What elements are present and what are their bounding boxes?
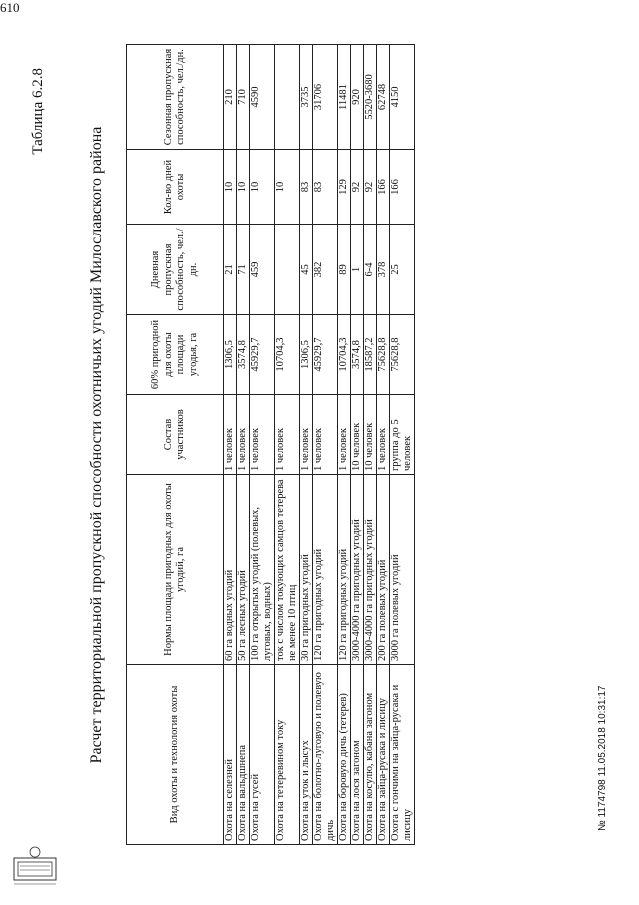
table-row bbox=[390, 45, 415, 845]
cell-participants: 1 человек bbox=[313, 395, 338, 475]
table-row bbox=[313, 45, 338, 845]
cell-daily-capacity: 378 bbox=[377, 225, 390, 315]
table-row bbox=[237, 45, 250, 845]
column-header-suitable-area: 60% пригодной для охоты площади угодья, га bbox=[127, 315, 224, 395]
cell-hunt-type: Охота на гусей bbox=[250, 665, 275, 845]
cell-suitable-area: 1306,5 bbox=[300, 315, 313, 395]
cell-hunt-type: Охота на болотно-луговую и полевую дичь bbox=[313, 665, 338, 845]
table-number: Таблица 6.2.8 bbox=[30, 68, 46, 155]
cell-suitable-area: 75628,8 bbox=[390, 315, 415, 395]
cell-participants: 1 человек bbox=[250, 395, 275, 475]
cell-hunt-type: Охота на уток и лысух bbox=[300, 665, 313, 845]
cell-daily-capacity: 25 bbox=[390, 225, 415, 315]
cell-area-norm: 100 га открытых угодий (полевых, луговых, водных) bbox=[250, 475, 275, 665]
header-row bbox=[127, 45, 224, 845]
cell-seasonal-capacity: 710 bbox=[237, 45, 250, 150]
document-title: Расчет территориальной пропускной способности охотничьих угодий Милославского района bbox=[88, 126, 105, 764]
table-row bbox=[300, 45, 313, 845]
cell-hunt-type: Охота на тетеревином току bbox=[275, 665, 300, 845]
cell-participants: группа до 5 человек bbox=[390, 395, 415, 475]
document-footer-number: № 1174798 11.05.2018 10:31:17 bbox=[597, 685, 608, 831]
cell-area-norm: 3000 га полевых угодий bbox=[390, 475, 415, 665]
column-header-hunt-type: Вид охоты и технология охоты bbox=[127, 665, 224, 845]
cell-suitable-area: 45929,7 bbox=[313, 315, 338, 395]
cell-seasonal-capacity: 11481 bbox=[338, 45, 351, 150]
cell-hunt-days: 92 bbox=[351, 150, 364, 225]
column-header-seasonal-capacity: Сезонная пропускная способность, чел./дн. bbox=[127, 45, 224, 150]
cell-suitable-area: 75628,8 bbox=[377, 315, 390, 395]
cell-hunt-days: 166 bbox=[377, 150, 390, 225]
cell-daily-capacity: 45 bbox=[300, 225, 313, 315]
cell-suitable-area: 1306,5 bbox=[224, 315, 237, 395]
cell-participants: 10 человек bbox=[364, 395, 377, 475]
cell-daily-capacity: 382 bbox=[313, 225, 338, 315]
cell-area-norm: 120 га пригодных угодий bbox=[338, 475, 351, 665]
cell-seasonal-capacity: 920 bbox=[351, 45, 364, 150]
column-header-hunt-days: Кол-во дней охоты bbox=[127, 150, 224, 225]
cell-hunt-type: Охота на вальдшнепа bbox=[237, 665, 250, 845]
cell-area-norm: 30 га пригодных угодий bbox=[300, 475, 313, 665]
cell-seasonal-capacity: 31706 bbox=[313, 45, 338, 150]
cell-daily-capacity: 71 bbox=[237, 225, 250, 315]
cell-participants: 1 человек bbox=[338, 395, 351, 475]
cell-hunt-type: Охота на косулю, кабана загоном bbox=[364, 665, 377, 845]
cell-area-norm: 3000-4000 га пригодных угодий bbox=[364, 475, 377, 665]
cell-hunt-days: 129 bbox=[338, 150, 351, 225]
cell-area-norm: 3000-4000 га пригодных угодий bbox=[351, 475, 364, 665]
table-row bbox=[224, 45, 237, 845]
cell-daily-capacity: 1 bbox=[351, 225, 364, 315]
cell-seasonal-capacity bbox=[275, 45, 300, 150]
cell-seasonal-capacity: 4150 bbox=[390, 45, 415, 150]
cell-hunt-type: Охота на лося загоном bbox=[351, 665, 364, 845]
cell-participants: 1 человек bbox=[237, 395, 250, 475]
cell-hunt-type: Охота на селезней bbox=[224, 665, 237, 845]
cell-participants: 1 человек bbox=[377, 395, 390, 475]
cell-seasonal-capacity: 4590 bbox=[250, 45, 275, 150]
cell-hunt-type: Охота на боровую дичь (тетерев) bbox=[338, 665, 351, 845]
cell-daily-capacity bbox=[275, 225, 300, 315]
cell-hunt-days: 166 bbox=[390, 150, 415, 225]
cell-area-norm: 50 га лесных угодий bbox=[237, 475, 250, 665]
table-row bbox=[364, 45, 377, 845]
cell-suitable-area: 3574,8 bbox=[351, 315, 364, 395]
cell-seasonal-capacity: 5520-3680 bbox=[364, 45, 377, 150]
page-number: 610 bbox=[0, 0, 20, 15]
cell-hunt-days: 10 bbox=[224, 150, 237, 225]
cell-suitable-area: 18587,2 bbox=[364, 315, 377, 395]
cell-daily-capacity: 21 bbox=[224, 225, 237, 315]
column-header-participants: Состав участников bbox=[127, 395, 224, 475]
cell-hunt-type: Охота на зайца-русака и лисицу bbox=[377, 665, 390, 845]
cell-hunt-days: 10 bbox=[275, 150, 300, 225]
cell-area-norm: 60 га водных угодий bbox=[224, 475, 237, 665]
cell-participants: 1 человек bbox=[300, 395, 313, 475]
cell-participants: 1 человек bbox=[224, 395, 237, 475]
table-row bbox=[250, 45, 275, 845]
cell-suitable-area: 10704,3 bbox=[338, 315, 351, 395]
table-row bbox=[351, 45, 364, 845]
cell-participants: 10 человек bbox=[351, 395, 364, 475]
cell-daily-capacity: 89 bbox=[338, 225, 351, 315]
table-row bbox=[338, 45, 351, 845]
cell-suitable-area: 10704,3 bbox=[275, 315, 300, 395]
cell-hunt-type: Охота с гончими на зайца-русака и лисицу bbox=[390, 665, 415, 845]
cell-daily-capacity: 459 bbox=[250, 225, 275, 315]
cell-area-norm: ток с числом токующих самцов тетерева не менее 10 птиц bbox=[275, 475, 300, 665]
cell-area-norm: 120 га пригодных угодий bbox=[313, 475, 338, 665]
cell-hunt-days: 83 bbox=[300, 150, 313, 225]
table-row bbox=[377, 45, 390, 845]
cell-hunt-days: 83 bbox=[313, 150, 338, 225]
cell-seasonal-capacity: 210 bbox=[224, 45, 237, 150]
cell-hunt-days: 10 bbox=[250, 150, 275, 225]
cell-area-norm: 200 га полевых угодий bbox=[377, 475, 390, 665]
cell-seasonal-capacity: 3735 bbox=[300, 45, 313, 150]
cell-suitable-area: 45929,7 bbox=[250, 315, 275, 395]
cell-hunt-days: 10 bbox=[237, 150, 250, 225]
cell-daily-capacity: 6-4 bbox=[364, 225, 377, 315]
column-header-daily-capacity: Дневная пропускная способность, чел./дн. bbox=[127, 225, 224, 315]
cell-suitable-area: 3574,8 bbox=[237, 315, 250, 395]
cell-hunt-days: 92 bbox=[364, 150, 377, 225]
cell-participants: 1 человек bbox=[275, 395, 300, 475]
cell-seasonal-capacity: 62748 bbox=[377, 45, 390, 150]
capacity-table bbox=[126, 44, 415, 845]
column-header-area-norms: Нормы площади пригодных для охоты угодий, га bbox=[127, 475, 224, 665]
table-row bbox=[275, 45, 300, 845]
